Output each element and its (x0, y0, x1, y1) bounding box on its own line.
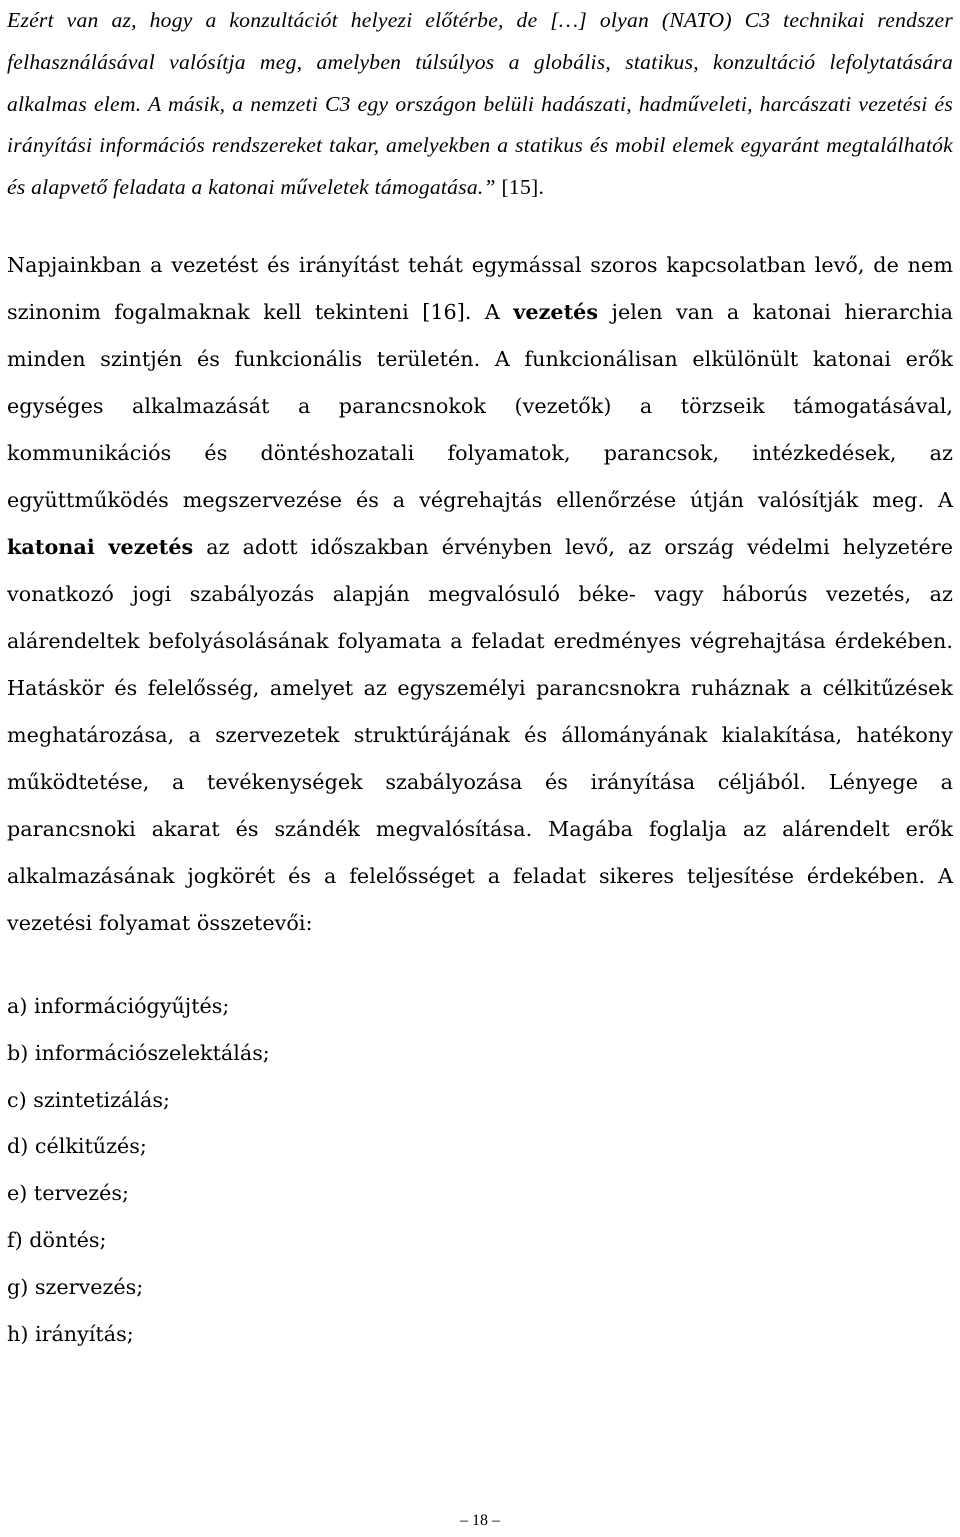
quote-text: Ezért van az, hogy a konzultációt helyezi előtérbe, de […] olyan (NATO) C3 technikai rendszer felhasználásával valósítja meg, amelyben túlsúlyos a globális, statikus, konzultáció lefolytatására alkalmas elem. A másik, a nemzeti C3 egy országon belüli hadászati, hadműveleti, harcászati vezetési és irányítási információs rendszereket takar, amelyekben a statikus és mobil elemek egyaránt megtalálhatók és alapvető feladata a katonai műveletek támogatása.” (7, 8, 953, 200)
list-item: h) irányítás; (7, 1321, 134, 1346)
list-item: e) tervezés; (7, 1181, 129, 1206)
quoted-paragraph (7, 0, 953, 209)
list-item: a) információgyűjtés; (7, 993, 230, 1018)
paragraph-segment-1: Napjainkban a vezetést és irányítást tehát egymással szoros kapcsolatban levő, de nem szinonim fogalmaknak kell tekinteni [16]. A (7, 252, 953, 324)
bold-term-vezetes: vezetés (513, 299, 599, 324)
paragraph-segment-3: az adott időszakban érvényben levő, az ország védelmi helyzetére vonatkozó jogi szabályozás alapján megvalósuló béke- vagy háborús vezetés, az alárendeltek befolyásolásának folyamata a feladat eredményes végrehajtása érdekében. Hatáskör és felelősség, amelyet az egyszemélyi parancsnokra ruháznak a célkitűzések meghatározása, a szervezetek struktúrájának és állományának kialakítása, hatékony működtetése, a tevékenységek szabályozása és irányítása céljából. Lényege a parancsnoki akarat és szándék megvalósítása. Magába foglalja az alárendelt erők alkalmazásának jogkörét és a felelősséget a feladat sikeres teljesítése érdekében. A vezetési folyamat összetevői: (7, 534, 953, 935)
paragraph-segment-2: jelen van a katonai hierarchia minden szintjén és funkcionális területén. A funkcionálisan elkülönült katonai erők egységes alkalmazását a parancsnokok (vezetők) a törzseik támogatásával, kommunikációs és döntéshozatali folyamatok, parancsok, intézkedések, az együttműködés megszervezése és a végrehajtás ellenőrzése útján valósítják meg. A (7, 299, 953, 512)
bold-term-katonai-vezetes: katonai vezetés (7, 534, 194, 559)
citation-reference: [15]. (495, 175, 545, 200)
page-number: – 18 – (460, 1512, 500, 1529)
process-components-list (7, 983, 953, 1357)
list-item: b) információszelektálás; (7, 1040, 270, 1065)
list-item: g) szervezés; (7, 1274, 144, 1299)
list-item: d) célkitűzés; (7, 1134, 147, 1159)
list-item: c) szintetizálás; (7, 1087, 170, 1112)
body-paragraph (7, 242, 953, 947)
list-item: f) döntés; (7, 1227, 107, 1252)
